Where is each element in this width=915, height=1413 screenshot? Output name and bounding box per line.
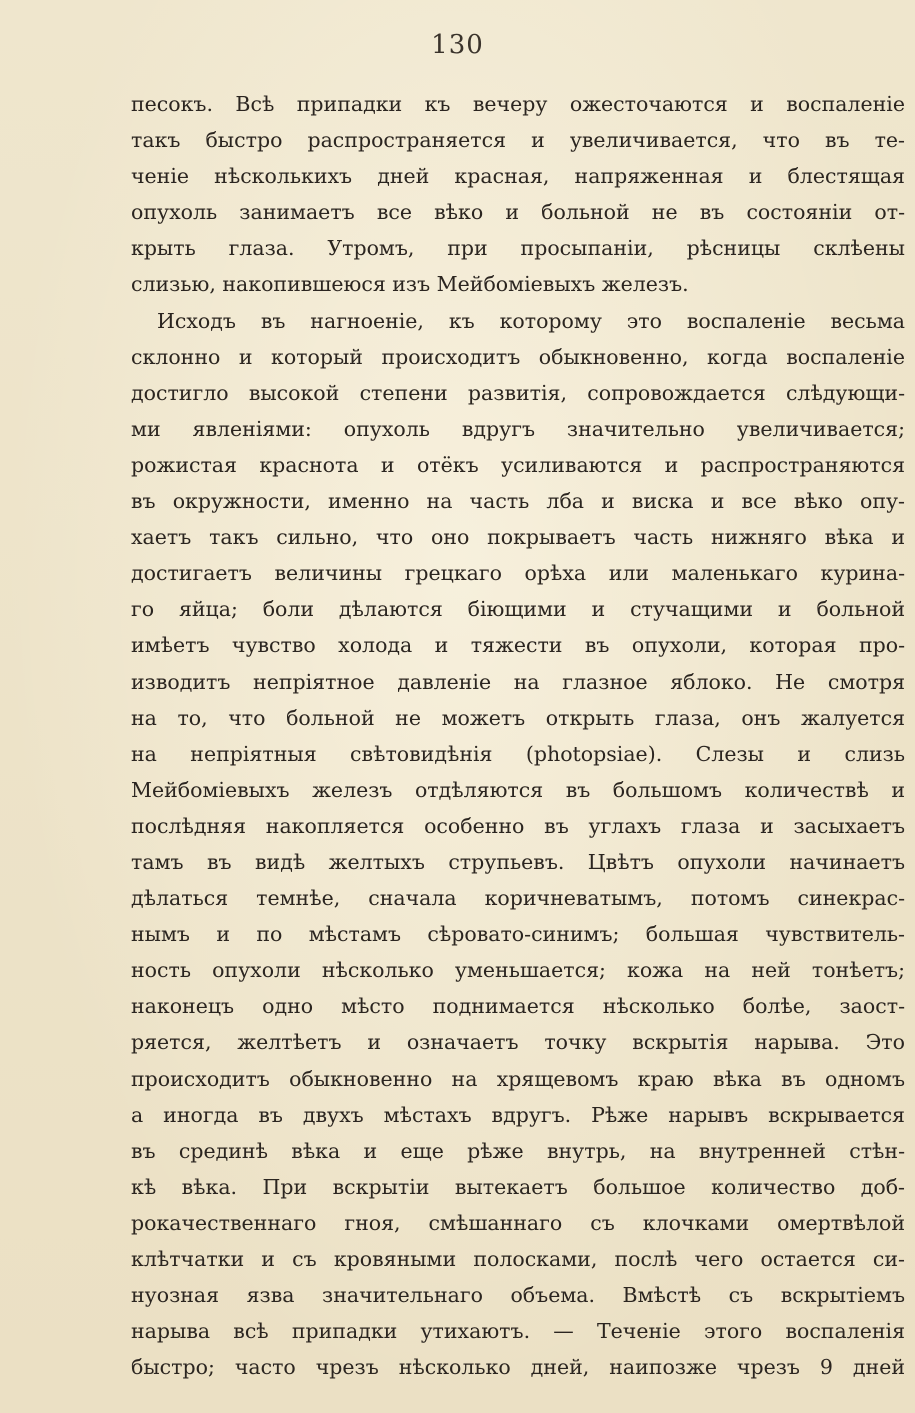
text-line: дѣлаться темнѣе, сначала коричневатымъ, потомъ синекрас- <box>131 886 905 911</box>
text-line: крыть глаза. Утромъ, при просыпаніи, рѣсницы склѣены <box>131 236 905 261</box>
text-line: склонно и который происходитъ обыкновенно, когда воспаленіе <box>131 344 905 369</box>
text-line: тамъ въ видѣ желтыхъ струпьевъ. Цвѣтъ опухоли начинаетъ <box>131 849 905 874</box>
body-text <box>131 86 905 1385</box>
text-line: изводитъ непріятное давленіе на глазное яблоко. Не смотря <box>131 669 905 694</box>
text-line: въ срединѣ вѣка и еще рѣже внутрь, на внутренней стѣн- <box>131 1138 905 1163</box>
text-line: хаетъ такъ сильно, что оно покрываетъ часть нижняго вѣка и <box>131 525 905 550</box>
text-line: на то, что больной не можетъ открыть глаза, онъ жалуется <box>131 705 905 730</box>
text-line: ность опухоли нѣсколько уменьшается; кожа на ней тонѣетъ; <box>131 958 905 983</box>
text-line: нуозная язва значительнаго объема. Вмѣстѣ съ вскрытіемъ <box>131 1283 905 1308</box>
text-line: въ окружности, именно на часть лба и виска и все вѣко опу- <box>131 489 905 514</box>
text-line: Мейбоміевыхъ железъ отдѣляются въ большомъ количествѣ и <box>131 777 905 802</box>
text-line: опухоль занимаетъ все вѣко и больной не въ состояніи от- <box>131 200 905 225</box>
text-line: достигло высокой степени развитія, сопровождается слѣдующи- <box>131 380 905 405</box>
text-line: наконецъ одно мѣсто поднимается нѣсколько болѣе, заост- <box>131 994 905 1019</box>
text-line: песокъ. Всѣ припадки къ вечеру ожесточаются и воспаленіе <box>131 92 905 116</box>
text-line: такъ быстро распространяется и увеличивается, что въ те- <box>131 128 905 153</box>
text-line: ченіе нѣсколькихъ дней красная, напряженная и блестящая <box>131 164 905 189</box>
paragraph <box>131 86 905 303</box>
text-line: ряется, желтѣетъ и означаетъ точку вскрытія нарыва. Это <box>131 1030 905 1055</box>
text-line: нарыва всѣ припадки утихаютъ. — Теченіе этого воспаленія <box>131 1319 905 1344</box>
text-line: кѣ вѣка. При вскрытіи вытекаетъ большое количество доб- <box>131 1174 905 1199</box>
text-line: а иногда въ двухъ мѣстахъ вдругъ. Рѣже нарывъ вскрывается <box>131 1102 905 1127</box>
text-line: рокачественнаго гноя, смѣшаннаго съ клочками омертвѣлой <box>131 1210 905 1235</box>
page-number: 130 <box>431 30 484 60</box>
text-line: достигаетъ величины грецкаго орѣха или маленькаго курина- <box>131 561 905 586</box>
text-line: нымъ и по мѣстамъ сѣровато-синимъ; большая чувствитель- <box>131 922 905 947</box>
text-line: быстро; часто чрезъ нѣсколько дней, наипозже чрезъ 9 дней <box>131 1355 905 1380</box>
text-line: ми явленіями: опухоль вдругъ значительно увеличивается; <box>131 416 905 441</box>
text-line: Исходъ въ нагноеніе, къ которому это воспаленіе весьма <box>157 308 905 333</box>
paragraph <box>131 303 905 1386</box>
text-line: на непріятныя свѣтовидѣнія (photopsiae). Слезы и слизь <box>131 741 905 766</box>
text-line: го яйца; боли дѣлаются біющими и стучащими и больной <box>131 597 905 622</box>
text-line: клѣтчатки и съ кровяными полосками, послѣ чего остается си- <box>131 1247 905 1271</box>
text-line: послѣдняя накопляется особенно въ углахъ глаза и засыхаетъ <box>131 813 905 838</box>
text-line: слизью, накопившеюся изъ Мейбоміевыхъ железъ. <box>131 272 689 297</box>
text-line: происходитъ обыкновенно на хрящевомъ краю вѣка въ одномъ <box>131 1066 905 1091</box>
text-line: рожистая краснота и отёкъ усиливаются и распространяются <box>131 452 905 477</box>
text-line: имѣетъ чувство холода и тяжести въ опухоли, которая про- <box>131 633 905 658</box>
